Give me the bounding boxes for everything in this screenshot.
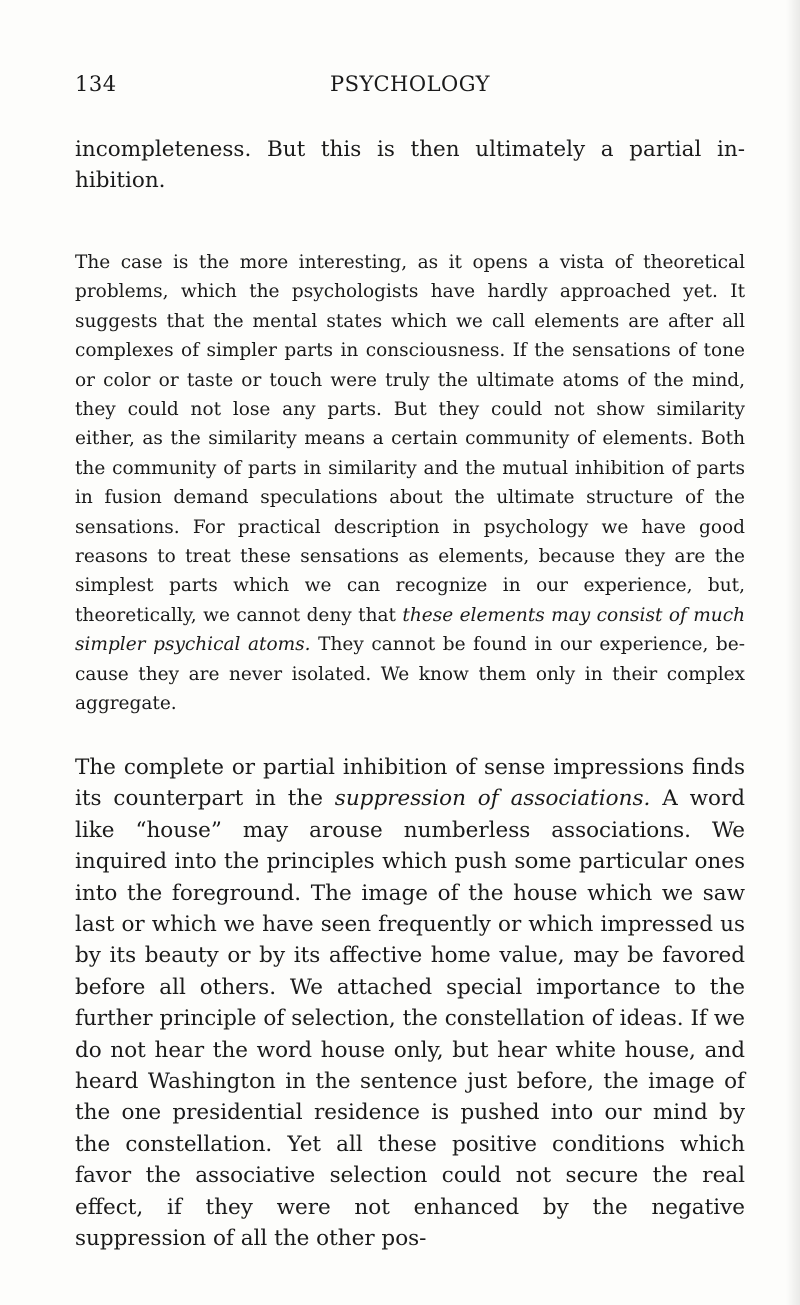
page-number: 134	[75, 72, 117, 96]
paragraph-3-italic: suppression of associations.	[334, 786, 651, 812]
paragraph-1: incompleteness. But this is then ultimately a partial inhibition.	[75, 137, 745, 193]
paragraph-3	[75, 752, 745, 1255]
paragraph-2-text-b: They cannot be found in our experience, because they are never isolated. We know them only in their complex aggregate.	[75, 634, 745, 715]
paragraph-2-italic: these elements may consist of much simpler psychical atoms.	[75, 604, 745, 656]
paragraph-2-text-a: The case is the more interesting, as it opens a vista of theoretical problems, which the psychologists have hardly approached yet. It suggests that the mental states which we call elements are after all complexes of simpler parts in consciousness. If the sensations of tone or color or taste or touch were truly the ultimate atoms of the mind, they could not lose any parts. But they could not show similarity either, as the similarity means a certain community of elements. Both the community of parts in similarity and the mutual inhibition of parts in fusion demand speculations about the ultimate structure of the sensations. For practical description in psychology we have good reasons to treat these sensations as elements, because they are the simplest parts which we can recognize in our experience, but, theoretically, we cannot deny that	[75, 252, 745, 626]
page-header	[75, 72, 745, 102]
paragraph-2	[75, 248, 745, 719]
running-head: PSYCHOLOGY	[329, 72, 491, 96]
paragraph-3-text-b: A word like “house” may arouse numberless associations. We inquired into the principles which push some particular ones into the foreground. The image of the house which we saw last or which we have seen frequently or which impressed us by its beauty or by its affective home value, may be favored before all others. We attached special importance to the further principle of selection, the constellation of ideas. If we do not hear the word house only, but hear white house, and heard Washington in the sentence just before, the image of the one presidential residence is pushed into our mind by the constellation. Yet all these positive conditions which favor the associative selection could not secure the real effect, if they were not enhanced by the negative suppression of all the other pos-	[75, 786, 745, 1252]
page-edge-shadow	[786, 0, 800, 1305]
paragraph-3-text-a: The complete or partial inhibition of sense impressions finds its counterpart in the	[75, 755, 745, 812]
